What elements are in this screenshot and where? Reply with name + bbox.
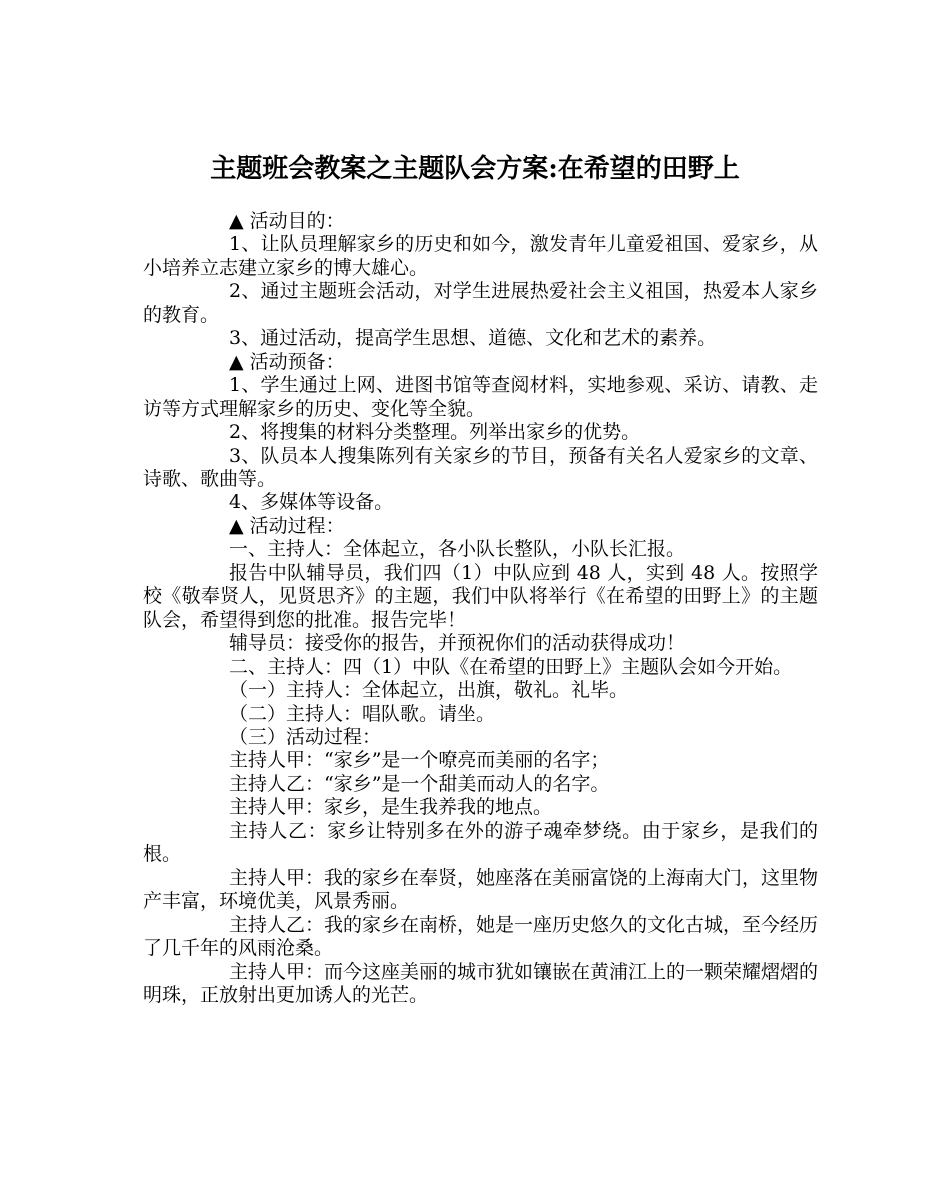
paragraph: 辅导员：接受你的报告，并预祝你们的活动获得成功！ <box>229 632 686 655</box>
paragraph: 主持人乙：“家乡”是一个甜美而动人的名字。 <box>229 772 610 795</box>
paragraph: ▲ 活动预备： <box>229 350 345 373</box>
paragraph: 1、学生通过上网、进图书馆等查阅材料，实地参观、采访、请教、走访等方式理解家乡的历史、变化等全貌。 <box>143 374 818 420</box>
paragraph: 主持人乙：家乡让特别多在外的游子魂牵梦绕。由于家乡，是我们的根。 <box>143 819 818 866</box>
paragraph: ▲ 活动过程： <box>229 514 345 537</box>
paragraph: 主持人甲：“家乡”是一个嘹亮而美丽的名字； <box>229 749 610 772</box>
paragraph: 一、主持人：全体起立，各小队长整队，小队长汇报。 <box>229 538 686 561</box>
paragraph: 二、主持人：四（1）中队《在希望的田野上》主题队会如今开始。 <box>229 655 793 678</box>
paragraph: 4、多媒体等设备。 <box>229 491 394 514</box>
paragraph: 3、通过活动，提高学生思想、道德、文化和艺术的素养。 <box>229 327 717 350</box>
paragraph: 2、通过主题班会活动，对学生进展热爱社会主义祖国，热爱本人家乡的教育。 <box>143 280 818 326</box>
paragraph: 2、将搜集的材料分类整理。列举出家乡的优势。 <box>229 421 641 444</box>
paragraph: （二）主持人：唱队歌。请坐。 <box>229 702 496 725</box>
paragraph: 主持人甲：我的家乡在奉贤，她座落在美丽富饶的上海南大门，这里物产丰富，环境优美，风景秀丽。 <box>143 866 819 913</box>
paragraph: ▲ 活动目的： <box>229 210 345 232</box>
page-title: 主题班会教案之主题队会方案:在希望的田野上 <box>210 154 740 185</box>
paragraph: （一）主持人：全体起立，出旗，敬礼。礼毕。 <box>229 679 629 702</box>
paragraph: （三）活动过程： <box>229 725 382 748</box>
paragraph: 主持人乙：我的家乡在南桥，她是一座历史悠久的文化古城，至今经历了几千年的风雨沧桑。 <box>143 913 819 960</box>
paragraph: 主持人甲：而今这座美丽的城市犹如镶嵌在黄浦江上的一颗荣耀熠熠的明珠，正放射出更加诱人的光芒。 <box>143 960 819 1006</box>
document-body <box>143 210 818 1007</box>
paragraph: 1、让队员理解家乡的历史和如今，激发青年儿童爱祖国、爱家乡，从小培养立志建立家乡的博大雄心。 <box>143 233 818 279</box>
paragraph: 报告中队辅导员，我们四（1）中队应到 48 人，实到 48 人。按照学校《敬奉贤人，见贤思齐》的主题，我们中队将举行《在希望的田野上》的主题队会，希望得到您的批准。报告完毕！ <box>143 561 818 631</box>
paragraph: 3、队员本人搜集陈列有关家乡的节目，预备有关名人爱家乡的文章、诗歌、歌曲等。 <box>143 444 818 490</box>
paragraph: 主持人甲：家乡，是生我养我的地点。 <box>229 796 553 819</box>
